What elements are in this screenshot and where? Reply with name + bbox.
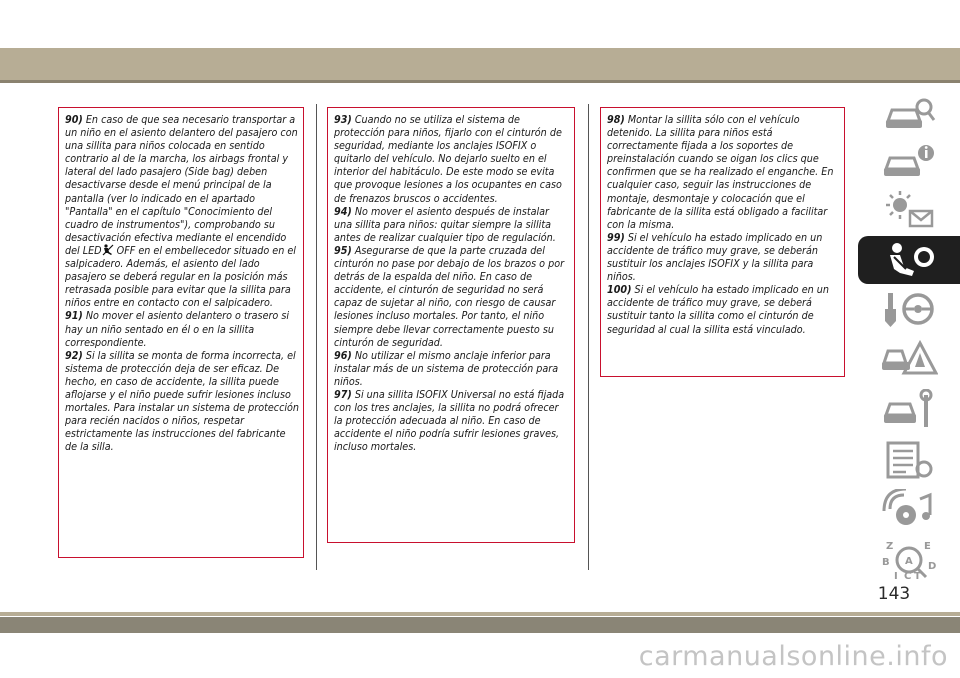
note-91: 91) No mover el asiento delantero o trasero si hay un niño sentado en él o en la sillita correspondiente.	[65, 309, 290, 349]
warning-box-column-1	[58, 107, 304, 558]
tab-index[interactable]	[858, 536, 960, 584]
key-steering-icon	[880, 289, 938, 331]
index-letter: E	[924, 541, 931, 552]
seat-airbag-icon	[880, 239, 938, 281]
index-icon	[880, 539, 938, 581]
multimedia-icon	[880, 489, 938, 531]
warning-box-column-3	[600, 107, 845, 377]
tab-car-info[interactable]	[858, 138, 960, 186]
passenger-airbag-off-icon	[102, 244, 114, 256]
footer-line	[0, 612, 960, 616]
note-96: 96) No utilizar el mismo anclaje inferior para instalar más de un sistema de protección para niños.	[334, 348, 559, 388]
car-tools-icon	[880, 389, 938, 431]
index-letter: I	[894, 571, 898, 581]
header-band-line	[0, 80, 960, 83]
warning-box-column-2	[327, 107, 575, 543]
index-letter: C	[904, 571, 912, 581]
tab-car-search[interactable]	[858, 90, 960, 138]
note-94: 94) No mover el asiento después de instalar una sillita para niños: quitar siempre la sillita antes de realizar cualquier tipo de regulación.	[334, 204, 556, 244]
header-white-area	[0, 0, 960, 48]
car-search-icon	[880, 93, 938, 135]
tab-breakdown[interactable]	[858, 336, 960, 384]
note-98: 98) Montar la sillita sólo con el vehículo detenido. La sillita para niños está correctamente fijada a los soportes de preinstalación cuando se oigan los clics que confirmen que se ha realizado el enganche. En cualquier caso, seguir las instrucciones de montaje, desmontaje y colocación que el fabricante de la sillita está obligado a facilitar con la misma.	[607, 113, 834, 231]
tab-seat-airbag[interactable]	[858, 236, 960, 284]
car-info-icon	[880, 141, 938, 183]
specifications-icon	[880, 439, 938, 481]
note-100: 100) Si el vehículo ha estado implicado en un accidente de tráfico muy grave, se deberá sustituir tanto la sillita como el cinturón de seguridad al cual la sillita está vinculado.	[607, 283, 829, 336]
tab-multimedia[interactable]	[858, 486, 960, 534]
header-band	[0, 48, 960, 80]
note-90: 90) En caso de que sea necesario transportar a un niño en el asiento delantero del pasajero con una sillita para niños colocada en sentido contrario al de la marcha, los airbags frontal y lateral del lado pasajero (Side bag) deben desactivarse desde el menú principal de la pantalla (ver lo indicado en el apartado "Pantalla" en el capítulo "Conocimiento del cuadro de instrumentos"), comprobando su desactivación efectiva mediante el encendido del LED OFF en el embellecedor situado en el salpicadero. Además, el asiento del lado pasajero se deberá regular en la posición más retrasada posible para evitar que la sillita para niños entre en contacto con el salpicadero.	[65, 113, 298, 310]
index-letter: D	[928, 561, 937, 572]
note-97: 97) Si una sillita ISOFIX Universal no está fijada con los tres anclajes, la sillita no podrá ofrecer la protección adecuada al niño. En caso de accidente el niño podría sufrir lesiones graves, incluso mortales.	[334, 387, 565, 454]
watermark: carmanualsonline.info	[638, 641, 948, 672]
tab-car-tools[interactable]	[858, 386, 960, 434]
warning-lights-icon	[880, 189, 938, 231]
breakdown-icon	[880, 339, 938, 381]
note-95: 95) Asegurarse de que la parte cruzada del cinturón no pase por debajo de los brazos o por detrás de la espalda del niño. En caso de accidente, el cinturón de seguridad no será capaz de sujetar al niño, con riesgo de causar lesiones incluso mortales. Por tanto, el niño siempre debe llevar correctamente puesto su cinturón de seguridad.	[334, 243, 565, 349]
index-letter: Z	[886, 541, 894, 552]
note-93: 93) Cuando no se utiliza el sistema de protección para niños, fijarlo con el cinturón de seguridad, mediante los anclajes ISOFIX o quitarlo del vehículo. No dejarlo suelto en el interior del habitáculo. De este modo se evita que provoque lesiones a los ocupantes en caso de frenazos bruscos o accidentes.	[334, 113, 562, 205]
index-letter: A	[905, 556, 913, 567]
column-divider	[588, 104, 589, 570]
index-letter: T	[914, 571, 921, 581]
index-letter: B	[882, 557, 890, 568]
column-divider	[316, 104, 317, 570]
tab-key-steering[interactable]	[858, 286, 960, 334]
note-99: 99) Si el vehículo ha estado implicado en un accidente de tráfico muy grave, se deberán sustituir los anclajes ISOFIX y la sillita para niños.	[607, 230, 823, 284]
tab-specifications[interactable]	[858, 436, 960, 484]
note-92: 92) Si la sillita se monta de forma incorrecta, el sistema de protección deja de ser eficaz. De hecho, en caso de accidente, la sillita puede aflojarse y el niño puede sufrir lesiones incluso mortales. Para instalar un sistema de protección para recién nacidos o niños, respetar estrictamente las instrucciones del fabricante de la silla.	[65, 348, 300, 454]
footer-band	[0, 617, 960, 633]
tab-warning-lights[interactable]	[858, 186, 960, 234]
page-number: 143	[877, 584, 911, 604]
